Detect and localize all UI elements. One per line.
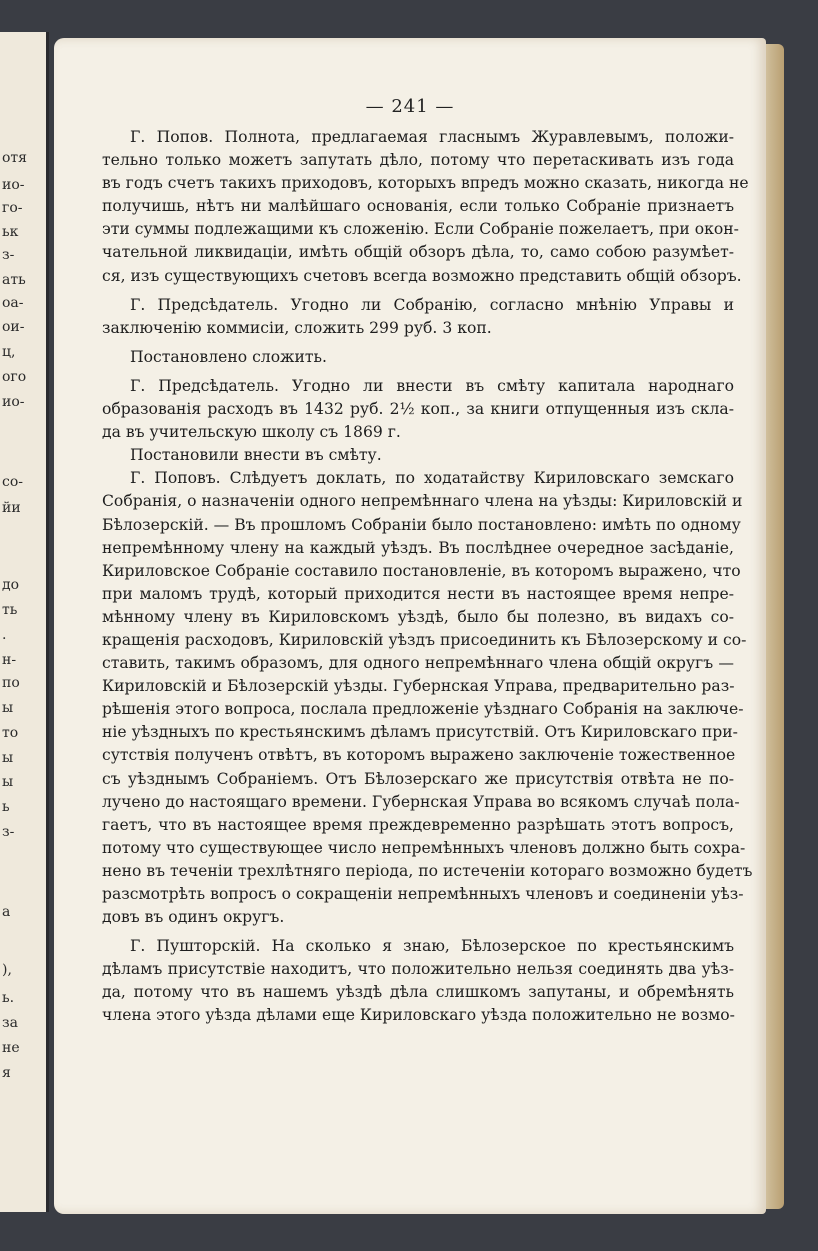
text-line: Г. Попов. Полнота, предлагаемая гласнымъ Журавлевымъ, положи- [130,128,734,146]
text-line: кращенія расходовъ, Кириловскій уѣздъ присоединить къ Бѣлозерскому и со- [102,630,747,649]
left-page-text: ио- [2,177,25,193]
text-line: Г. Поповъ. Слѣдуетъ доклать, по ходатайству Кириловскаго земскаго [130,469,734,488]
text-line: Г. Предсѣдатель. Угодно ли Собранію, согласно мнѣнію Управы и [130,295,734,314]
left-page-text: го- [2,200,23,216]
text-line: Бѣлозерскій. — Въ прошломъ Собраніи было постановлено: имѣть по одному [102,515,741,534]
left-page-text: за [2,1015,18,1031]
left-page-text: отя [2,150,28,166]
text-line: Собранія, о назначеніи одного непремѣннаго члена на уѣзды: Кириловскій и [102,492,743,511]
text-line: нено въ теченіи трехлѣтняго періода, по истеченіи котораго возможно будетъ [102,861,753,880]
text-line: члена этого уѣзда дѣлами еще Кириловскаго уѣзда положительно не возмо- [102,1006,735,1025]
left-page-text: . [2,627,7,643]
text-line: непремѣнному члену на каждый уѣздъ. Въ послѣднее очередное засѣданіе, [102,538,734,557]
text-line: рѣшенія этого вопроса, послала предложеніе уѣзднаго Собранія на заключе- [102,700,744,719]
text-line: дѣламъ присутствіе находитъ, что положительно нельзя соединять два уѣз- [102,960,734,979]
left-page-text: ь [2,799,10,815]
text-line: довъ въ одинъ округъ. [102,908,285,927]
left-page-text: ц, [2,344,16,360]
text-line: съ уѣзднымъ Собраніемъ. Отъ Бѣлозерскаго же присутствія отвѣта не по- [102,769,734,788]
left-page-text: а [2,904,11,920]
left-page-text: ы [2,700,14,716]
left-page-text: ого [2,369,27,385]
text-line: Постановлено сложить. [130,347,327,366]
text-line: гаетъ, что въ настоящее время преждевременно разрѣшать этотъ вопросъ, [102,815,734,834]
text-line: Кириловскій и Бѣлозерскій уѣзды. Губернская Управа, предварительно раз- [102,677,735,696]
text-line: Кириловское Собраніе составило постановленіе, въ которомъ выражено, что [102,561,741,580]
left-page-text: то [2,725,19,741]
document-page [54,38,766,1214]
left-page-text: ), [2,962,12,978]
text-line: образованія расходъ въ 1432 руб. 2½ коп., за книги отпущенныя изъ скла- [102,400,734,419]
text-line: ніе уѣздныхъ по крестьянскимъ дѣламъ присутствій. Отъ Кириловскаго при- [102,723,738,742]
left-page-text: з- [2,247,15,263]
text-line: мѣнному члену въ Кириловскомъ уѣздѣ, было бы полезно, въ видахъ со- [102,607,734,626]
text-line: Г. Предсѣдатель. Угодно ли внести въ смѣту капитала народнаго [130,376,734,395]
text-line: при маломъ трудѣ, который приходится нести въ настоящее время непре- [102,584,734,603]
left-page-text: ио- [2,394,25,410]
text-line: да въ учительскую школу съ 1869 г. [102,423,401,442]
text-line: въ годъ счетъ такихъ приходовъ, которыхъ впредъ можно сказать, никогда не [102,174,749,193]
text-line: Постановили внести въ смѣту. [130,446,382,465]
left-page-fragment [0,32,49,1212]
left-page-text: ы [2,774,14,790]
text-line: потому что существующее число непремѣнныхъ членовъ должно быть сохра- [102,838,746,857]
text-line: сутствія полученъ отвѣтъ, въ которомъ выражено заключеніе тожественное [102,746,736,765]
left-page-text: ать [2,272,26,288]
text-line: лучено до настоящаго времени. Губернская Управа во всякомъ случаѣ пола- [102,792,740,811]
left-page-text: ь. [2,990,15,1006]
left-page-text: по [2,675,20,691]
left-page-text: н- [2,652,17,668]
page-number: — 241 — [365,96,455,117]
left-page-text: ть [2,602,18,618]
text-line: заключенію коммисіи, сложить 299 руб. 3 коп. [102,318,492,337]
left-page-text: я [2,1065,11,1081]
left-page-text: ьк [2,224,19,240]
text-line: ся, изъ существующихъ счетовъ всегда возможно представить общій обзоръ. [102,266,742,285]
left-page-text: со- [2,474,23,490]
text-line: тельно только можетъ запутать дѣло, потому что перетаскивать изъ года [102,151,734,170]
text-line: получишь, нѣтъ ни малѣйшаго основанія, если только Собраніе признаетъ [102,197,734,216]
left-page-text: до [2,577,20,593]
text-line: эти суммы подлежащими къ сложенію. Если Собраніе пожелаетъ, при окон- [102,220,739,239]
left-page-text: ы [2,750,14,766]
text-line: разсмотрѣть вопросъ о сокращеніи непремѣнныхъ членовъ и соединеніи уѣз- [102,885,744,903]
left-page-text: ои- [2,319,25,335]
left-page-text: оа- [2,295,24,311]
text-line: ставить, такимъ образомъ, для одного непремѣннаго члена общій округъ — [102,654,734,673]
text-line: Г. Пушторскій. На сколько я знаю, Бѣлозерское по крестьянскимъ [130,937,734,956]
left-page-text: з- [2,824,15,840]
left-page-text: не [2,1040,20,1056]
body-text [102,126,753,1028]
text-line: чательной ликвидаціи, имѣть общій обзоръ дѣла, то, само собою разумѣет- [102,243,734,262]
left-page-text: йи [2,500,21,516]
text-line: да, потому что въ нашемъ уѣздѣ дѣла слишкомъ запутаны, и обремѣнять [102,983,734,1002]
